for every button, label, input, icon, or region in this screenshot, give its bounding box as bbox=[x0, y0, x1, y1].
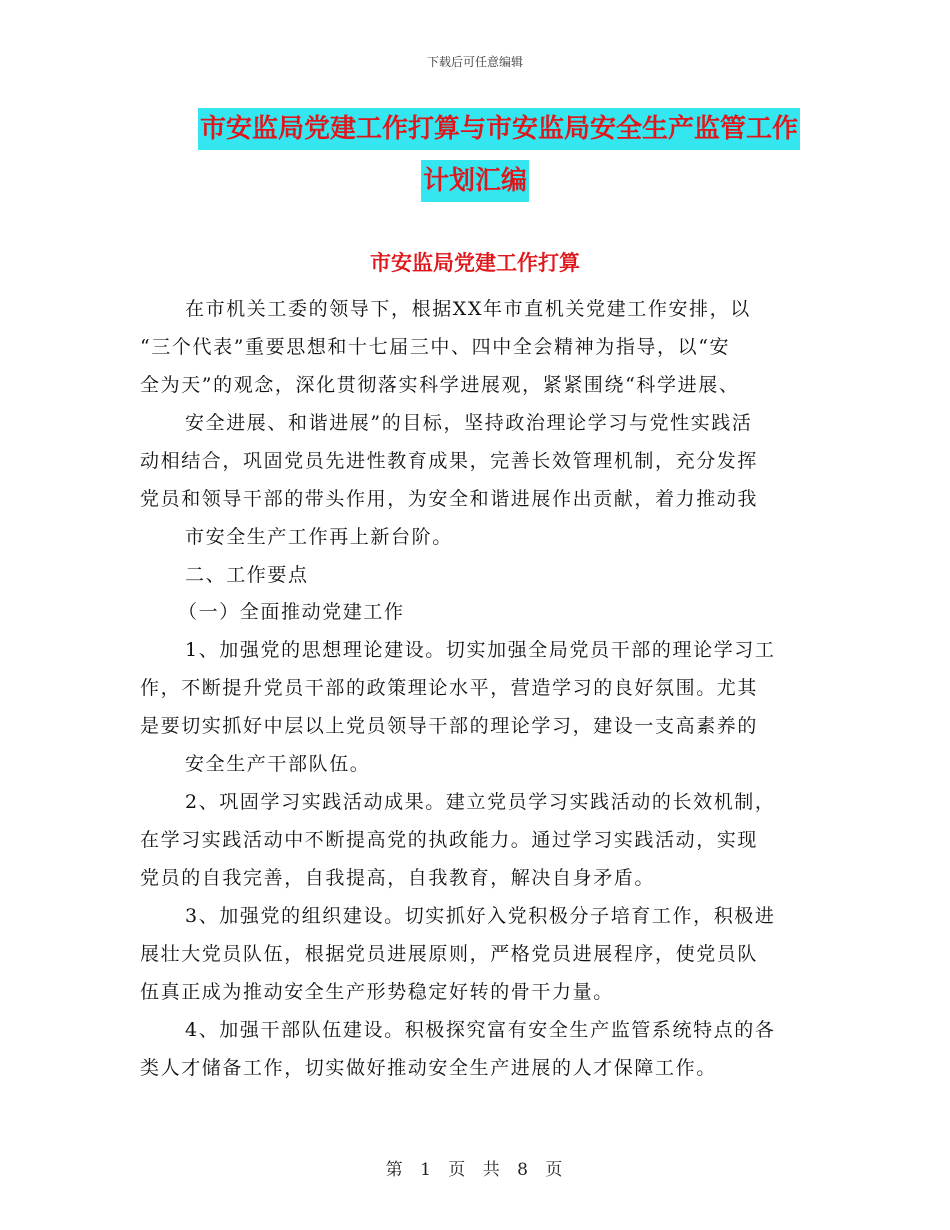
body-line: 3、加强党的组织建设。切实抓好入党积极分子培育工作，积极进 bbox=[185, 905, 776, 927]
body-line: 在市机关工委的领导下，根据XX年市直机关党建工作安排，以 bbox=[185, 298, 751, 320]
subsection-heading: （一）全面推动党建工作 bbox=[178, 601, 405, 623]
footer-page-number: 1 bbox=[420, 1160, 433, 1180]
page-header-note: 下载后可任意编辑 bbox=[426, 55, 523, 69]
body-line: 类人才储备工作，切实做好推动安全生产进展的人才保障工作。 bbox=[140, 1057, 717, 1079]
body-line: 是要切实抓好中层以上党员领导干部的理论学习，建设一支高素养的 bbox=[140, 715, 759, 737]
section-heading: 二、工作要点 bbox=[185, 564, 309, 586]
body-line: 全为天”的观念，深化贯彻落实科学进展观，紧紧围绕“科学进展、 bbox=[140, 374, 740, 396]
body-line: 作，不断提升党员干部的政策理论水平，营造学习的良好氛围。尤其 bbox=[140, 677, 759, 699]
section-title: 市安监局党建工作打算 bbox=[370, 251, 580, 275]
footer-prefix: 第 bbox=[385, 1160, 405, 1180]
footer-page-word: 页 bbox=[448, 1160, 468, 1180]
title-line-2: 计划汇编 bbox=[421, 160, 529, 202]
body-line: 在学习实践活动中不断提高党的执政能力。通过学习实践活动，实现 bbox=[140, 829, 759, 851]
body-line: 2、巩固学习实践活动成果。建立党员学习实践活动的长效机制， bbox=[185, 791, 776, 813]
body-line: 展壮大党员队伍，根据党员进展原则，严格党员进展程序，使党员队 bbox=[140, 943, 759, 965]
body-line: 党员和领导干部的带头作用，为安全和谐进展作出贡献，着力推动我 bbox=[140, 488, 759, 510]
body-line: 伍真正成为推动安全生产形势稳定好转的骨干力量。 bbox=[140, 981, 614, 1003]
footer-total-word: 共 bbox=[482, 1160, 502, 1180]
body-line: 4、加强干部队伍建设。积极探究富有安全生产监管系统特点的各 bbox=[185, 1019, 776, 1041]
body-line: 1、加强党的思想理论建设。切实加强全局党员干部的理论学习工 bbox=[185, 639, 776, 661]
body-line: 动相结合，巩固党员先进性教育成果，完善长效管理机制，充分发挥 bbox=[140, 450, 759, 472]
title-line-1: 市安监局党建工作打算与市安监局安全生产监管工作 bbox=[198, 108, 800, 150]
body-line: 市安全生产工作再上新台阶。 bbox=[185, 526, 453, 548]
body-line: 安全进展、和谐进展”的目标，坚持政治理论学习与党性实践活 bbox=[185, 412, 753, 434]
page-footer bbox=[0, 1155, 950, 1180]
footer-total-pages: 8 bbox=[517, 1160, 530, 1180]
body-line: 党员的自我完善，自我提高，自我教育，解决自身矛盾。 bbox=[140, 867, 656, 889]
footer-suffix: 页 bbox=[545, 1160, 565, 1180]
document-title bbox=[0, 108, 950, 202]
body-line: 安全生产干部队伍。 bbox=[185, 753, 371, 775]
body-line: “三个代表”重要思想和十七届三中、四中全会精神为指导，以“安 bbox=[140, 336, 731, 358]
